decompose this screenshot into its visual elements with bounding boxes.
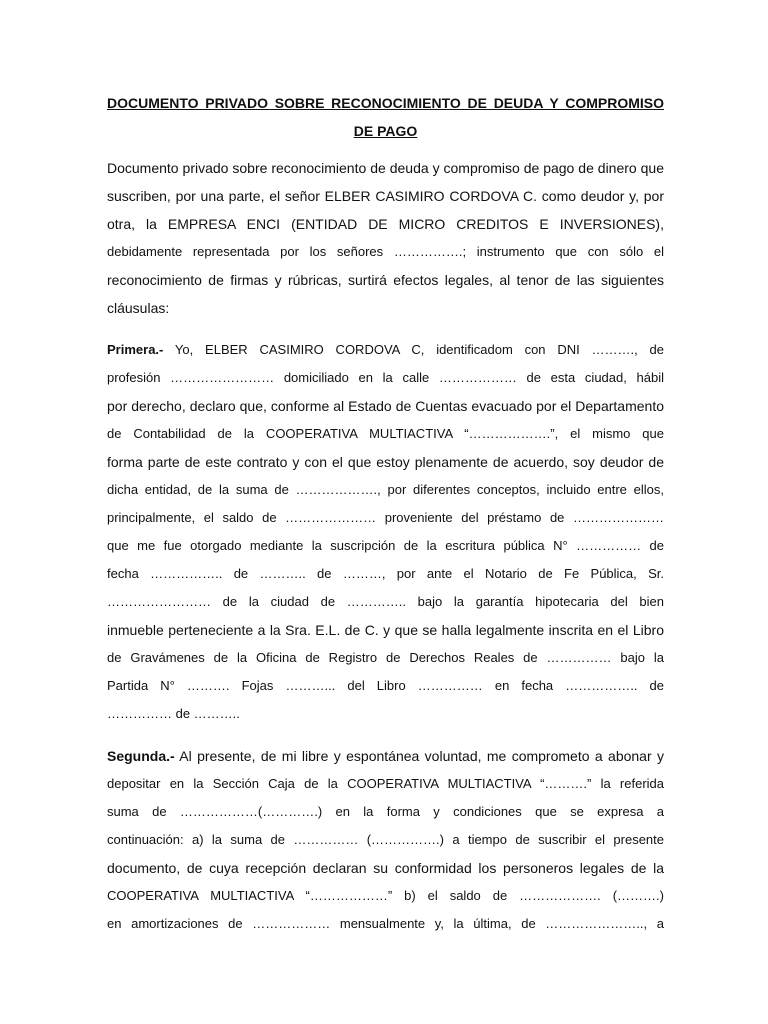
intro-line: otra, la EMPRESA ENCI (ENTIDAD DE MICRO CREDITOS E INVERSIONES), [107, 216, 664, 232]
clause-line: principalmente, el saldo de ………………… proveniente del préstamo de ………………… [107, 510, 664, 525]
clause-line [107, 742, 664, 770]
clause-line: de Gravámenes de la Oficina de Registro de Derechos Reales de …………… bajo la [107, 650, 664, 665]
clause-text: Al presente, de mi libre y espontánea voluntad, me comprometo a abonar y [174, 748, 664, 764]
clause-line: por derecho, declaro que, conforme al Estado de Cuentas evacuado por el Departamento [107, 398, 664, 414]
clause-line: profesión …………………… domiciliado en la calle ……………… de esta ciudad, hábil [107, 370, 664, 385]
clause-line: dicha entidad, de la suma de ………………., por diferentes conceptos, incluido entre ellos, [107, 482, 664, 497]
intro-line: debidamente representada por los señores …………….; instrumento que con sólo el [107, 244, 664, 259]
intro-line: cláusulas: [107, 300, 170, 316]
clause-line: fecha …………….. de ……….. de ………, por ante el Notario de Fe Pública, Sr. [107, 566, 664, 581]
intro-line: suscriben, por una parte, el señor ELBER CASIMIRO CORDOVA C. como deudor y, por [107, 188, 664, 204]
clause-line: de Contabilidad de la COOPERATIVA MULTIACTIVA “……………….”, el mismo que [107, 426, 664, 441]
clause-line: Partida N° ………. Fojas ………... del Libro …………… en fecha …………….. de [107, 678, 664, 693]
clause-line: continuación: a) la suma de …………… (…………….) a tiempo de suscribir el presente [107, 832, 664, 847]
title-line-1: DOCUMENTO PRIVADO SOBRE RECONOCIMIENTO DE DEUDA Y COMPROMISO [107, 95, 664, 111]
clause-line: forma parte de este contrato y con el que estoy plenamente de acuerdo, soy deudor de [107, 454, 664, 470]
clause-line: depositar en la Sección Caja de la COOPERATIVA MULTIACTIVA “……….” la referida [107, 776, 664, 791]
clause-text: Yo, ELBER CASIMIRO CORDOVA C, identificadom con DNI ………., de [163, 342, 664, 357]
clause-segunda [107, 742, 664, 938]
title-line-2: DE PAGO [353, 123, 418, 139]
document-title [107, 89, 664, 145]
clause-line [107, 336, 664, 364]
intro-line: reconocimiento de firmas y rúbricas, surtirá efectos legales, al tenor de las siguientes [107, 272, 664, 288]
clause-line: …………………… de la ciudad de ………….. bajo la garantía hipotecaria del bien [107, 594, 664, 609]
clause-primera [107, 336, 664, 728]
clause-line: …………… de ……….. [107, 706, 240, 721]
clause-line: que me fue otorgado mediante la suscripción de la escritura pública N° …………… de [107, 538, 664, 553]
clause-line: documento, de cuya recepción declaran su conformidad los personeros legales de la [107, 860, 664, 876]
clause-line: COOPERATIVA MULTIACTIVA “………………” b) el saldo de ………………. (……….) [107, 888, 664, 903]
intro-line: Documento privado sobre reconocimiento de deuda y compromiso de pago de dinero que [107, 160, 664, 176]
clause-line: suma de ………………(………….) en la forma y condiciones que se expresa a [107, 804, 664, 819]
intro-paragraph [107, 154, 664, 322]
clause-line: inmueble perteneciente a la Sra. E.L. de C. y que se halla legalmente inscrita en el Libro [107, 622, 664, 638]
clause-line: en amortizaciones de ……………… mensualmente y, la última, de ………………….., a [107, 916, 664, 931]
clause-label: Primera.- [107, 342, 164, 357]
clause-label: Segunda.- [107, 748, 175, 764]
